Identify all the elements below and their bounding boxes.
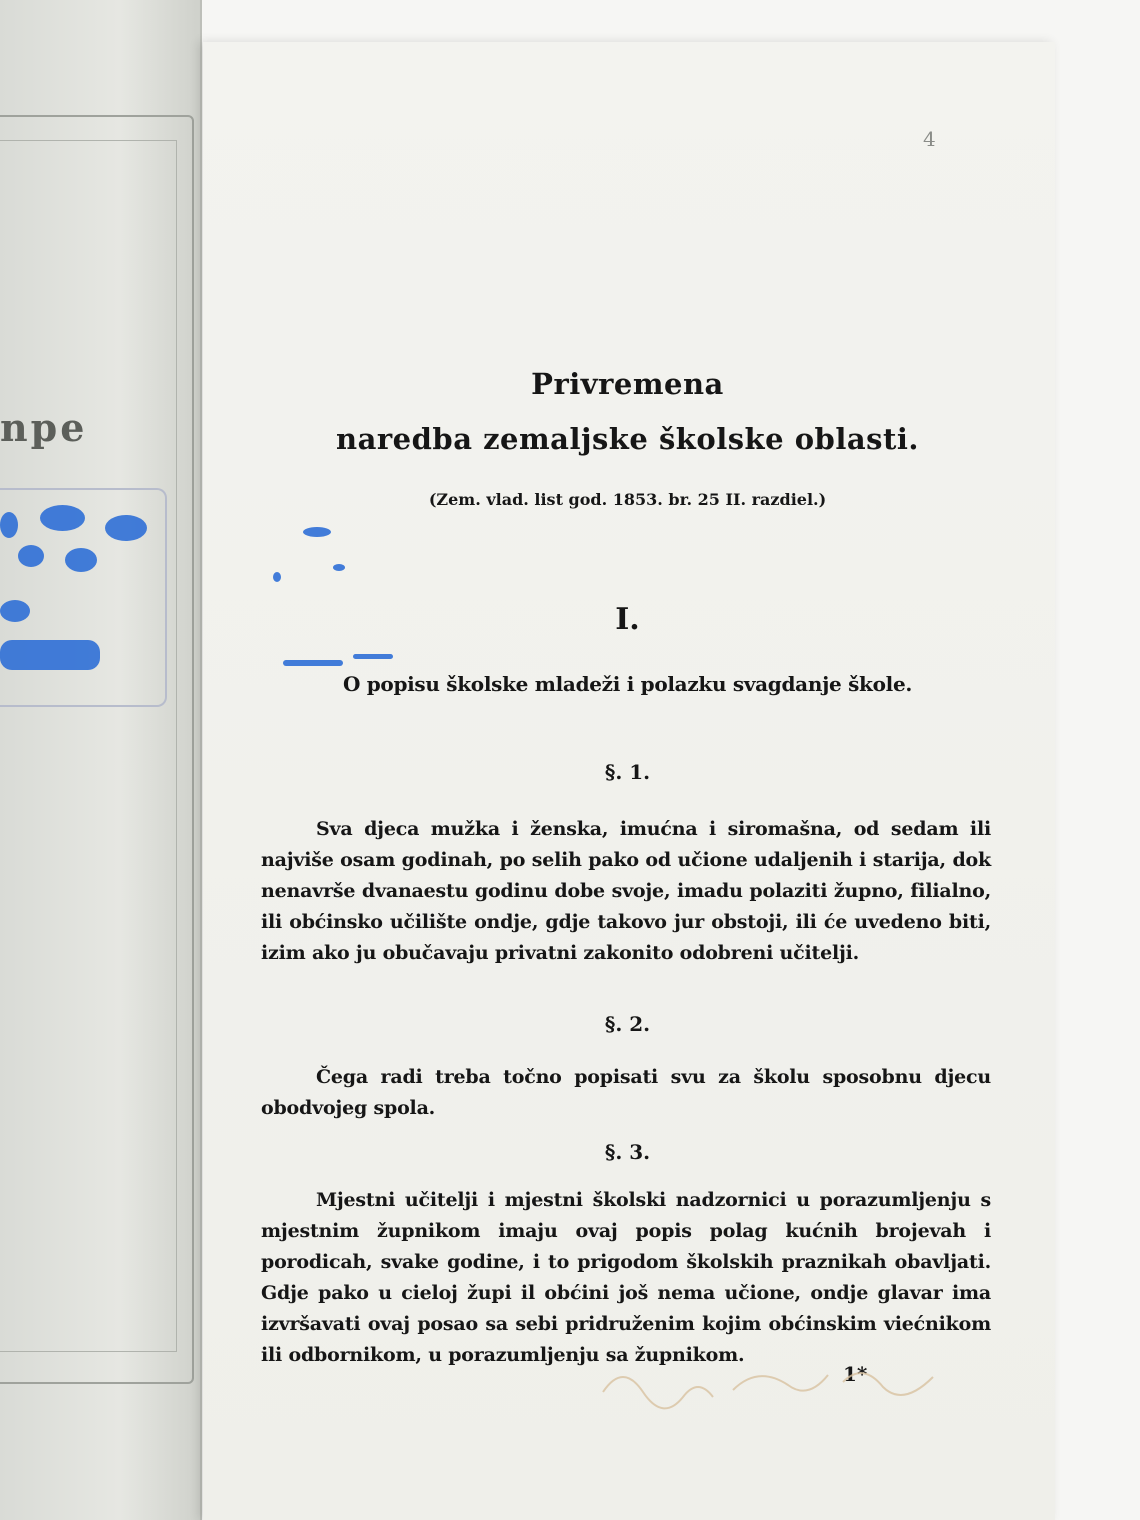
document-title-line1: Privremena — [531, 367, 724, 401]
document-title-line2: naredba zemaljske školske oblasti. — [336, 422, 919, 456]
page-corner-mark: 4 — [923, 127, 936, 151]
signature-mark: 1* — [843, 1362, 868, 1386]
pencil-handwriting — [593, 1352, 953, 1422]
left-page-heading: npe — [0, 405, 88, 450]
document-page — [203, 42, 1055, 1520]
paragraph-number-1: §. 1. — [604, 760, 651, 784]
paragraph-text-1: Sva djeca mužka i ženska, imućna i siromašna, od sedam ili najviše osam godinah, po selih pako od učione udaljenih i starija, dok nenavrše dvanaestu godinu dobe svoje, imadu polaziti župno, filialno, ili obćinsko učilište ondje, gdje takovo jur obstoji, ili će uvedeno biti, izim ako ju obučavaju privatni zakonito odobreni učitelji. — [261, 818, 991, 964]
paragraph-text-3: Mjestni učitelji i mjestni školski nadzornici u porazumljenju s mjestnim župnikom imaju ovaj popis polag kućnih brojevah i porodicah, svake godine, i to prigodom školskih praznikah obavljati. Gdje pako u cieloj župi il obćini još nema učione, ondje glavar ima izvršavati ovaj posao sa sebi pridruženim kojim obćinskim viećnikom ili odbornikom, u porazumljenju sa župnikom. — [261, 1189, 991, 1366]
left-page — [0, 0, 202, 1520]
paragraph-number-2: §. 2. — [604, 1012, 651, 1036]
part-number: I. — [615, 602, 640, 637]
ornamental-frame-inner — [0, 140, 177, 1352]
section-title: O popisu školske mladeži i polazku svagdanje škole. — [342, 672, 913, 696]
source-note: (Zem. vlad. list god. 1853. br. 25 II. razdiel.) — [428, 490, 827, 509]
paragraph-text-2: Čega radi treba točno popisati svu za školu sposobnu djecu obodvojeg spola. — [261, 1066, 991, 1119]
paragraph-number-3: §. 3. — [604, 1140, 651, 1164]
